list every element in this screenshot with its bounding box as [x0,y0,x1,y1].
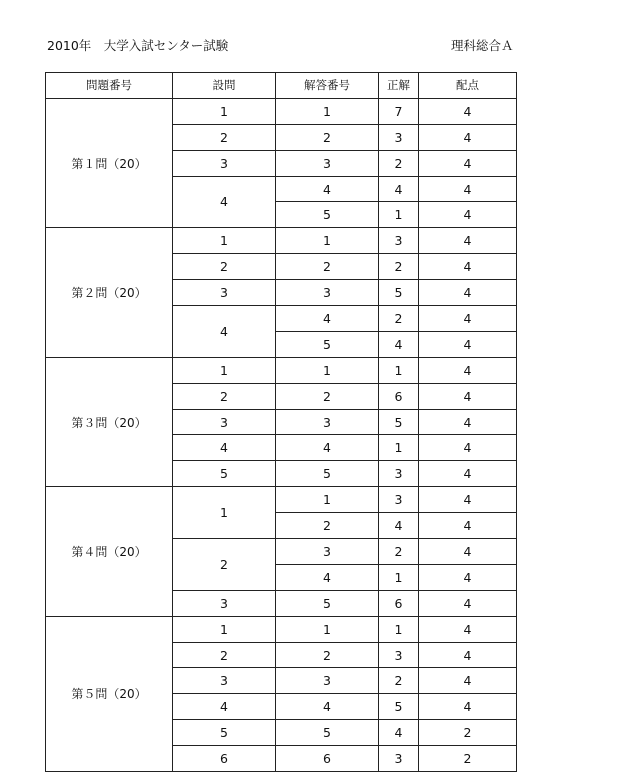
correct-answer-cell: 1 [379,357,419,383]
question-group-label: 第３問（20） [46,357,173,486]
points-cell: 4 [419,331,517,357]
points-cell: 4 [419,357,517,383]
correct-answer-cell: 4 [379,331,419,357]
answer-number-cell: 1 [276,357,379,383]
table-body [46,98,517,771]
subquestion-cell: 3 [173,280,276,306]
correct-answer-cell: 4 [379,513,419,539]
points-cell: 4 [419,254,517,280]
correct-answer-cell: 2 [379,306,419,332]
correct-answer-cell: 7 [379,98,419,124]
correct-answer-cell: 2 [379,668,419,694]
points-cell: 2 [419,720,517,746]
correct-answer-cell: 3 [379,487,419,513]
subquestion-cell: 2 [173,642,276,668]
subquestion-cell: 2 [173,383,276,409]
answer-number-cell: 2 [276,124,379,150]
subquestion-cell: 2 [173,124,276,150]
answer-number-cell: 5 [276,202,379,228]
answer-number-cell: 5 [276,331,379,357]
answer-number-cell: 1 [276,98,379,124]
table-row [46,616,517,642]
subquestion-cell: 4 [173,306,276,358]
subquestion-cell: 4 [173,435,276,461]
points-cell: 4 [419,150,517,176]
question-group-label: 第５問（20） [46,616,173,771]
points-cell: 4 [419,590,517,616]
points-cell: 4 [419,306,517,332]
table-row [46,228,517,254]
table-row [46,487,517,513]
subquestion-cell: 1 [173,616,276,642]
points-cell: 4 [419,176,517,202]
correct-answer-cell: 6 [379,590,419,616]
answer-number-cell: 1 [276,487,379,513]
subquestion-cell: 1 [173,228,276,254]
answer-number-cell: 4 [276,564,379,590]
answer-number-cell: 4 [276,306,379,332]
points-cell: 4 [419,487,517,513]
question-group-label: 第１問（20） [46,98,173,227]
points-cell: 4 [419,461,517,487]
answer-number-cell: 3 [276,668,379,694]
points-cell: 4 [419,280,517,306]
points-cell: 2 [419,746,517,772]
col-header-subquestion: 設問 [173,73,276,99]
points-cell: 4 [419,228,517,254]
answer-number-cell: 1 [276,616,379,642]
correct-answer-cell: 1 [379,202,419,228]
question-group-label: 第２問（20） [46,228,173,357]
answer-number-cell: 1 [276,228,379,254]
table-row [46,98,517,124]
correct-answer-cell: 3 [379,461,419,487]
correct-answer-cell: 1 [379,435,419,461]
correct-answer-cell: 6 [379,383,419,409]
subquestion-cell: 1 [173,98,276,124]
points-cell: 4 [419,616,517,642]
points-cell: 4 [419,124,517,150]
correct-answer-cell: 3 [379,746,419,772]
table-row [46,357,517,383]
answer-number-cell: 3 [276,539,379,565]
col-header-question-group: 問題番号 [46,73,173,99]
subquestion-cell: 1 [173,357,276,383]
subquestion-cell: 3 [173,409,276,435]
answer-number-cell: 2 [276,254,379,280]
points-cell: 4 [419,513,517,539]
subquestion-cell: 3 [173,150,276,176]
answer-number-cell: 2 [276,383,379,409]
correct-answer-cell: 2 [379,539,419,565]
answer-number-cell: 5 [276,590,379,616]
answer-number-cell: 4 [276,435,379,461]
answer-number-cell: 2 [276,513,379,539]
points-cell: 4 [419,435,517,461]
col-header-points: 配点 [419,73,517,99]
correct-answer-cell: 5 [379,694,419,720]
subquestion-cell: 4 [173,694,276,720]
answer-number-cell: 2 [276,642,379,668]
table-header-row [46,73,517,99]
subquestion-cell: 5 [173,720,276,746]
answer-number-cell: 5 [276,461,379,487]
answer-table [45,72,517,772]
correct-answer-cell: 2 [379,254,419,280]
subquestion-cell: 1 [173,487,276,539]
points-cell: 4 [419,564,517,590]
subquestion-cell: 3 [173,668,276,694]
answer-number-cell: 3 [276,150,379,176]
col-header-answer-number: 解答番号 [276,73,379,99]
correct-answer-cell: 1 [379,616,419,642]
correct-answer-cell: 5 [379,409,419,435]
points-cell: 4 [419,539,517,565]
correct-answer-cell: 1 [379,564,419,590]
points-cell: 4 [419,98,517,124]
answer-number-cell: 4 [276,176,379,202]
correct-answer-cell: 3 [379,228,419,254]
correct-answer-cell: 5 [379,280,419,306]
question-group-label: 第４問（20） [46,487,173,616]
points-cell: 4 [419,668,517,694]
subject-label: 理科総合Ａ [451,38,514,53]
subquestion-cell: 4 [173,176,276,228]
correct-answer-cell: 3 [379,124,419,150]
subquestion-cell: 3 [173,590,276,616]
answer-number-cell: 3 [276,409,379,435]
answer-number-cell: 6 [276,746,379,772]
answer-number-cell: 3 [276,280,379,306]
points-cell: 4 [419,202,517,228]
points-cell: 4 [419,642,517,668]
subquestion-cell: 5 [173,461,276,487]
document-title: 2010年 大学入試センター試験 [47,38,229,53]
correct-answer-cell: 3 [379,642,419,668]
col-header-correct-answer: 正解 [379,73,419,99]
points-cell: 4 [419,383,517,409]
answer-number-cell: 4 [276,694,379,720]
correct-answer-cell: 4 [379,176,419,202]
answer-number-cell: 5 [276,720,379,746]
subquestion-cell: 2 [173,539,276,591]
subquestion-cell: 6 [173,746,276,772]
points-cell: 4 [419,694,517,720]
points-cell: 4 [419,409,517,435]
correct-answer-cell: 4 [379,720,419,746]
correct-answer-cell: 2 [379,150,419,176]
subquestion-cell: 2 [173,254,276,280]
